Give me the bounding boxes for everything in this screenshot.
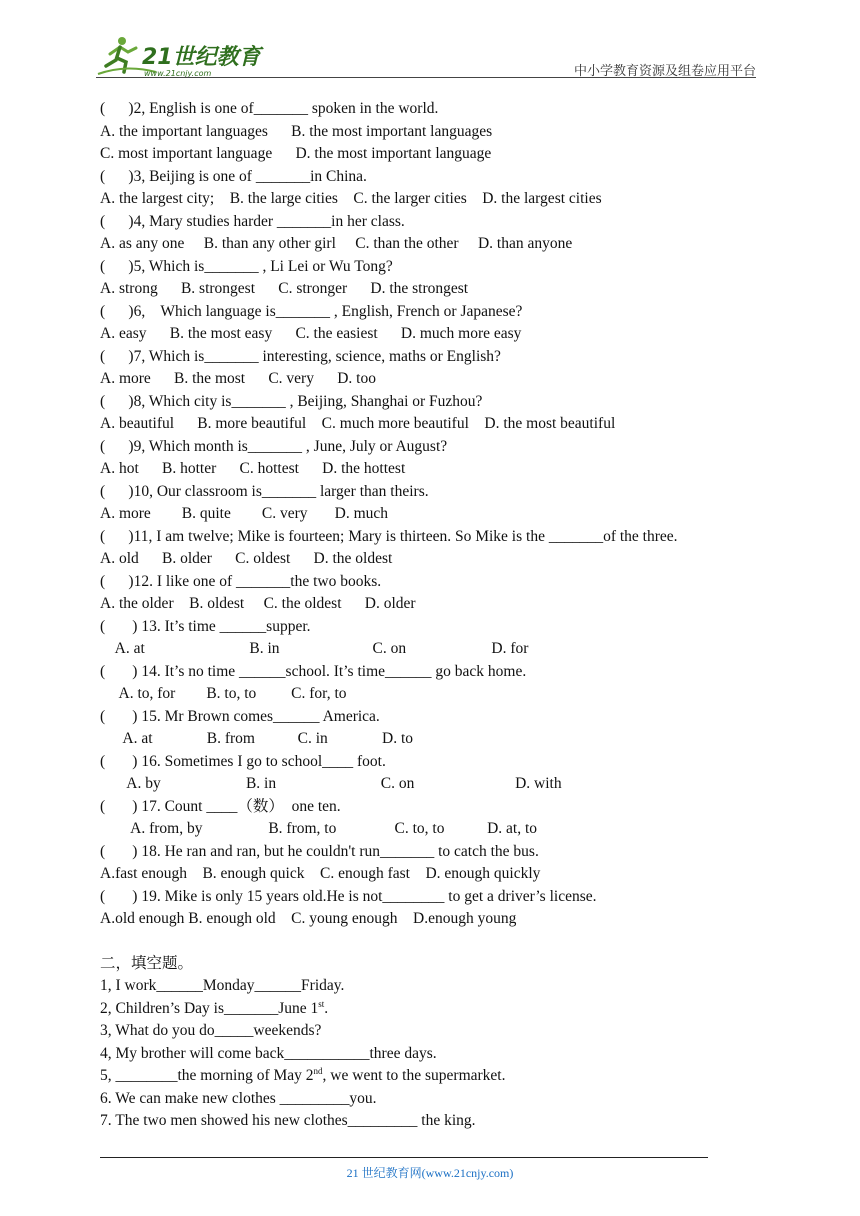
fill-item: 4, My brother will come back___________three days. (100, 1044, 437, 1062)
question-line: ( ) 19. Mike is only 15 years old.He is not________ to get a driver’s license. (100, 887, 597, 905)
platform-name: 中小学教育资源及组卷应用平台 (573, 64, 756, 79)
question-line: ( ) 17. Count ____（数） one ten. (100, 797, 341, 815)
question-line: ( )6, Which language is_______ , English, French or Japanese? (100, 302, 523, 320)
page-header (96, 30, 756, 78)
options-line: A. strong B. strongest C. stronger D. the strongest (100, 280, 469, 297)
question-line: ( )11, I am twelve; Mike is fourteen; Mary is thirteen. So Mike is the _______of the three. (100, 527, 678, 545)
logo (96, 34, 266, 78)
options-line: A. at B. in C. on D. for (100, 640, 529, 657)
question-line: ( )7, Which is_______ interesting, science, maths or English? (100, 347, 501, 365)
options-line: A. by B. in C. on D. with (100, 775, 562, 792)
runner-logo-icon (96, 34, 266, 78)
options-line: A. hot B. hotter C. hottest D. the hottest (100, 460, 406, 477)
exercise-content (100, 98, 780, 1133)
fill-item: 2, Children’s Day is_______June 1st. (100, 998, 329, 1017)
header-divider (96, 77, 756, 78)
options-line: A.old enough B. enough old C. young enough D.enough young (100, 910, 517, 927)
question-line: ( )12. I like one of _______the two books. (100, 572, 382, 590)
options-line: A. more B. the most C. very D. too (100, 370, 376, 387)
question-line: ( )9, Which month is_______ , June, July or August? (100, 437, 448, 455)
svg-text:www.21cnjy.com: www.21cnjy.com (144, 69, 212, 78)
options-line: A. the largest city; B. the large cities C. the larger cities D. the largest cities (100, 190, 602, 207)
options-line: A. at B. from C. in D. to (100, 730, 414, 747)
fill-item: 5, ________the morning of May 2nd, we went to the supermarket. (100, 1065, 506, 1084)
options-line: A.fast enough B. enough quick C. enough fast D. enough quickly (100, 865, 541, 882)
question-line: ( )8, Which city is_______ , Beijing, Shanghai or Fuzhou? (100, 392, 483, 410)
question-line: ( ) 16. Sometimes I go to school____ foot. (100, 752, 386, 770)
options-line: A. old B. older C. oldest D. the oldest (100, 550, 393, 567)
fill-item: 6. We can make new clothes _________you. (100, 1089, 377, 1107)
options-line: A. from, by B. from, to C. to, to D. at, to (100, 820, 538, 837)
options-line: A. more B. quite C. very D. much (100, 505, 389, 522)
options-line: A. the older B. oldest C. the oldest D. older (100, 595, 416, 612)
question-line: ( ) 13. It’s time ______supper. (100, 617, 311, 635)
fill-item: 3, What do you do_____weekends? (100, 1022, 322, 1039)
page-footer: 21 世纪教育网(www.21cnjy.com) (346, 1166, 514, 1180)
options-line: A. beautiful B. more beautiful C. much more beautiful D. the most beautiful (100, 415, 616, 432)
question-line: ( )2, English is one of_______ spoken in the world. (100, 100, 439, 117)
question-line: ( )3, Beijing is one of _______in China. (100, 167, 367, 185)
options-line: A. as any one B. than any other girl C. than the other D. than anyone (100, 235, 573, 252)
question-line: ( ) 15. Mr Brown comes______ America. (100, 707, 380, 725)
question-line: ( ) 18. He ran and ran, but he couldn't run_______ to catch the bus. (100, 842, 539, 860)
question-line: ( )10, Our classroom is_______ larger than theirs. (100, 482, 429, 500)
options-line: C. most important language D. the most important language (100, 145, 492, 162)
question-line: ( )5, Which is_______ , Li Lei or Wu Tong? (100, 257, 393, 275)
question-line: ( ) 14. It’s no time ______school. It’s time______ go back home. (100, 662, 527, 680)
fill-item: 7. The two men showed his new clothes_________ the king. (100, 1112, 476, 1129)
options-line: A. the important languages B. the most important languages (100, 122, 493, 140)
svg-text:21世纪教育: 21世纪教育 (142, 45, 261, 70)
options-line: A. to, for B. to, to C. for, to (100, 685, 347, 702)
fill-item: 1, I work______Monday______Friday. (100, 977, 345, 994)
section-heading: 二，填空题。 (100, 954, 194, 972)
footer-divider (100, 1157, 708, 1158)
question-line: ( )4, Mary studies harder _______in her class. (100, 212, 405, 230)
question-list (100, 98, 780, 931)
options-line: A. easy B. the most easy C. the easiest D. much more easy (100, 325, 522, 342)
